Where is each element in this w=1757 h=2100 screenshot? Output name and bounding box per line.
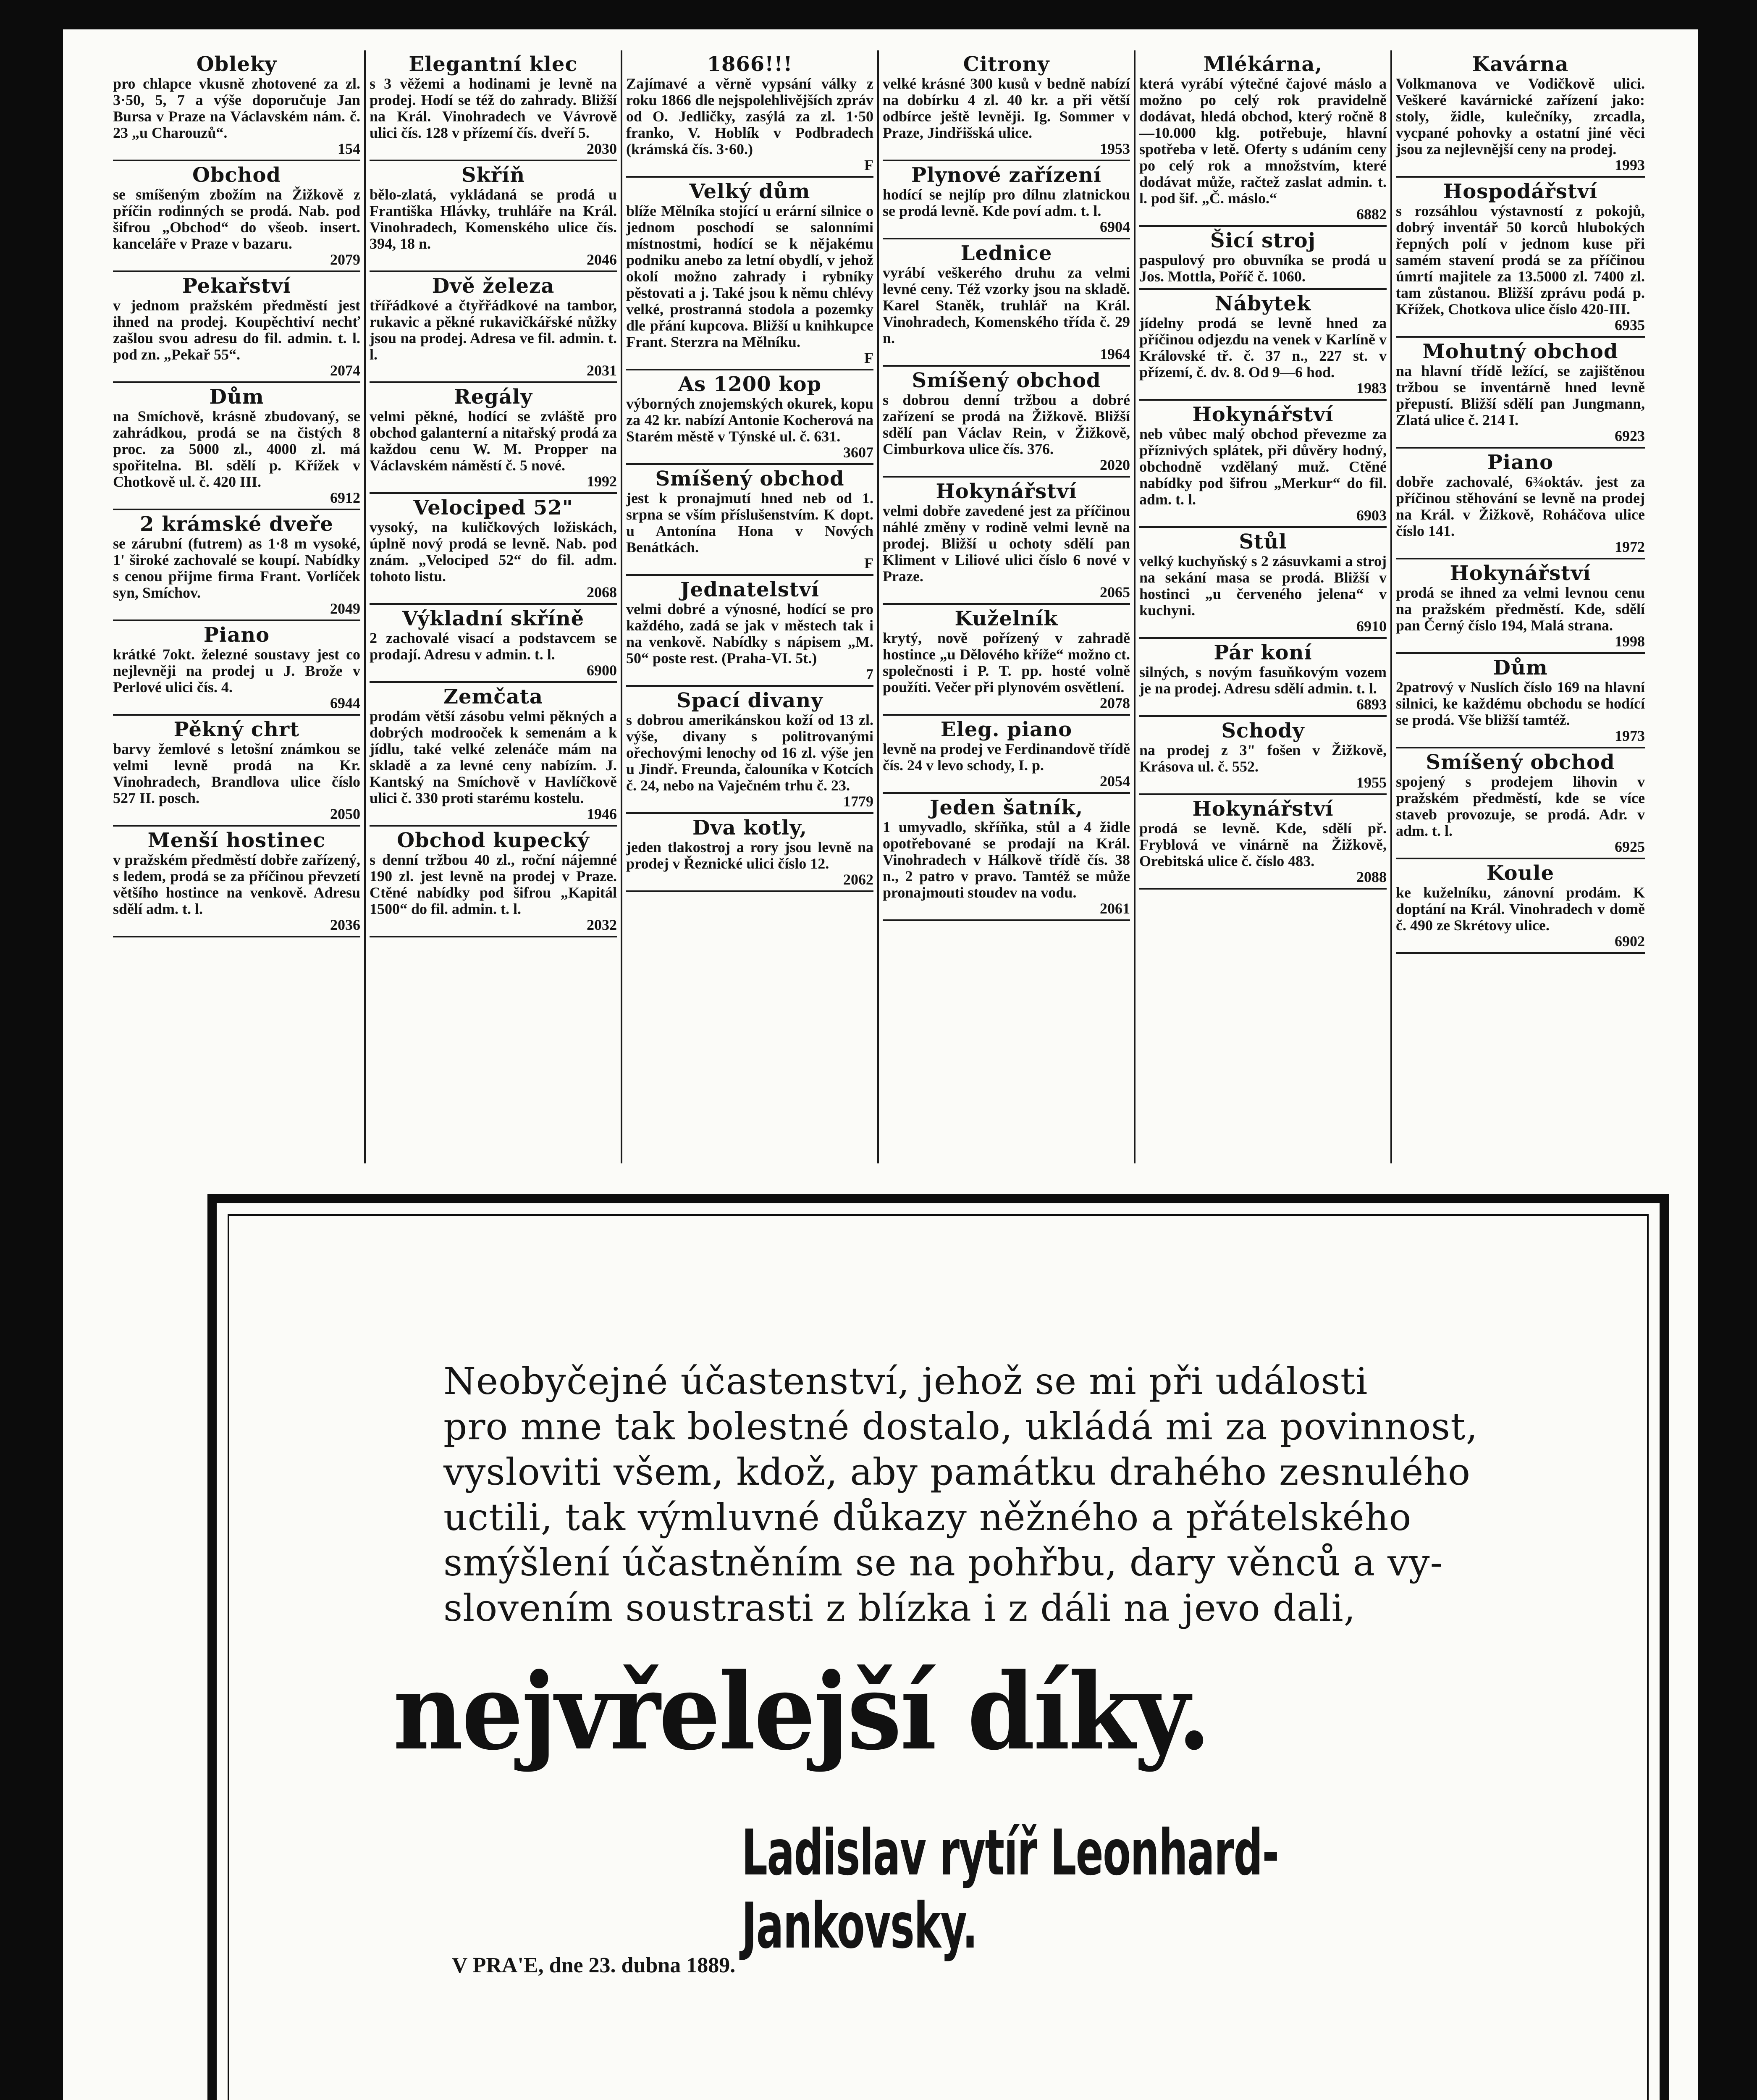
ad-title: Obchod — [192, 163, 281, 187]
ad-title: Spací divany — [676, 689, 823, 712]
classified-ad — [113, 272, 360, 383]
ad-number: 6935 — [1615, 317, 1645, 333]
ad-number: F — [864, 555, 873, 572]
ad-title: Piano — [1487, 451, 1554, 474]
notice-line: smýšlení účastněním se na pohřbu, dary věnců a vy- — [443, 1541, 1443, 1584]
ad-body: pro chlapce vkusně zhotovené za zl. 3·50, 5, 7 a výše doporučuje Jan Bursa v Praze na Václavském nám. č. 23 „u Charouzů“. — [113, 75, 360, 141]
classified-ad — [883, 716, 1130, 794]
ad-title: Pár koní — [1214, 641, 1312, 664]
classified-ad — [1139, 795, 1387, 890]
ad-number: 1779 — [843, 793, 873, 810]
ad-title: Kuželník — [955, 607, 1058, 630]
ad-body: velmi pěkné, hodící se zvláště pro obchod galanterní a nitařský prodá za každou cenu W. M. Propper na Václavském náměstí č. 5 nové. — [370, 408, 617, 474]
ad-body: s dobrou denní tržbou a dobré zařízení se prodá na Žižkově. Bližší sdělí pan Václav Rein, v Žižkově, Cimburkova ulice čís. 376. — [883, 391, 1130, 457]
ad-number: 2032 — [587, 916, 617, 933]
ad-body: bělo-zlatá, vykládaná se prodá u Františka Hlávky, truhláře na Král. Vinohradech, Komenského ulice čís. 394, 18 n. — [370, 186, 617, 252]
ad-body: s rozsáhlou výstavností z pokojů, dobrý inventář 50 korců hlubokých řepných polí v jednom kuse při samém stavení prodá se za příčinou úmrtí majitele za 13.5000 zl. 7400 zl. tam zůstanou. Bližší zprávu podá p. Křížek, Chotkova ulice číslo 420-III. — [1396, 202, 1645, 318]
scan-border-top — [0, 0, 1757, 29]
ad-body: v jednom pražském předměstí jest ihned na prodej. Koupěchtiví nechť zašlou svou adresu do fil. admin. t. l. pod zn. „Pekař 55“. — [113, 297, 360, 363]
classified-ad — [883, 239, 1130, 367]
ad-title: Menší hostinec — [147, 829, 326, 852]
classified-ad — [1139, 50, 1387, 227]
ad-body: se smíšeným zbožím na Žižkově z příčin rodinných se prodá. Nab. pod šifrou „Obchod“ do všeob. insert. kanceláře v Praze v bazaru. — [113, 186, 360, 252]
ad-number: 7 — [866, 666, 873, 682]
notice-signature: Ladislav rytíř Leonhard-Jankovsky. — [742, 1816, 1279, 1963]
classified-ad — [1396, 559, 1645, 654]
ad-number: 6903 — [1356, 507, 1387, 524]
classified-ad — [370, 272, 617, 383]
ad-body: velmi dobře zavedené jest za příčinou náhlé změny v rodině velmi levně na prodej. Bližší u ochoty sdělí pan Kliment v Liliové ulici číslo 6 nové v Praze. — [883, 502, 1130, 585]
ad-body: třířádkové a čtyřřádkové na tambor, rukavic a pěkné rukavičkářské nůžky jsou na prodej. Adresa ve fil. admin. t. l. — [370, 297, 617, 363]
classified-ad — [1396, 50, 1645, 178]
ads-column-1 — [109, 50, 366, 1163]
ad-title: As 1200 kop — [678, 373, 822, 396]
classified-ad — [1139, 401, 1387, 528]
ad-number: 2049 — [330, 600, 360, 617]
ad-title: Schody — [1221, 719, 1305, 743]
ad-number: 154 — [338, 140, 360, 157]
ad-title: Smíšený obchod — [655, 467, 844, 491]
classified-ad — [370, 683, 617, 827]
ad-body: 1 umyvadlo, skříňka, stůl a 4 židle opotřebované se prodají na Král. Vinohradech v Hálkově třídě čís. 38 n., 2 patro v pravo. Tamtéž se může pronajmouti stoudev na vodu. — [883, 819, 1130, 901]
ad-body: jídelny prodá se levně hned za příčinou odjezdu na venek v Karlíně v Královské tř. č. 37 n., 227 st. v přízemí, č. dv. 8. Od 9—6 hod. — [1139, 315, 1387, 381]
ad-body: paspulový pro obuvníka se prodá u Jos. Mottla, Poříč č. 1060. — [1139, 252, 1387, 285]
ad-number: 1946 — [587, 806, 617, 822]
ad-title: Šicí stroj — [1210, 229, 1316, 252]
classified-ad — [1396, 654, 1645, 748]
ad-number: 6900 — [587, 662, 617, 679]
ad-title: Dva kotly, — [692, 816, 807, 840]
ad-number: 3607 — [843, 444, 873, 461]
classified-ad — [370, 161, 617, 272]
ad-title: Dům — [209, 385, 264, 409]
ad-body: s dobrou amerikánskou koží od 13 zl. výše, divany s politrovanými ořechovými lenochy od 16 zl. výše jen u Jindř. Freunda, čalouníka v Kotcích č. 24, nebo na Vaječném trhu č. 23. — [626, 711, 873, 794]
ad-title: Pěkný chrt — [173, 718, 300, 741]
classified-ad — [626, 687, 873, 814]
ad-title: Hokynářství — [936, 480, 1077, 503]
notice-line: slovením soustrasti z blízka i z dáli na jevo dali, — [443, 1586, 1356, 1630]
ad-title: Velký dům — [689, 180, 810, 203]
ad-title: Dům — [1493, 656, 1548, 680]
classified-ad — [113, 161, 360, 272]
ad-number: 1992 — [587, 473, 617, 490]
ad-title: Mlékárna, — [1203, 52, 1323, 76]
ad-title: Citrony — [963, 52, 1050, 76]
ad-body: 2 zachovalé visací a podstavcem se prodají. Adresu v admin. t. l. — [370, 630, 617, 663]
ad-number: 2079 — [330, 251, 360, 268]
ad-title: Pekařství — [182, 274, 291, 298]
ad-title: Koule — [1486, 861, 1555, 885]
ad-body: blíže Mělníka stojící u erární silnice o jednom poschodí se salonními místnostmi, hodící se k nějakému podniku anebo za letní obydlí, v jehož okolí možno zahrady i rybníky pěstovati a j. Také jsou k němu chlévy velké, prostranná stodola a pozemky dle přání kupcova. Bližší u knihkupce Frant. Sterzra na Mělníku. — [626, 202, 873, 350]
ad-title: 1866!!! — [707, 52, 793, 76]
ad-body: velké krásné 300 kusů v bedně nabízí na dobírku 4 zl. 40 kr. a při větší odbírce ještě levněji. Ig. Sommer v Praze, Jindřišská ulice. — [883, 75, 1130, 141]
ad-body: výborných znojemských okurek, kopu za 42 kr. nabízí Antonie Kocherová na Starém městě v Týnské ul. č. 631. — [626, 395, 873, 445]
ad-number: 6882 — [1356, 206, 1387, 223]
ad-number: 2068 — [587, 584, 617, 601]
ad-number: 1983 — [1356, 380, 1387, 396]
ad-title: Jeden šatník, — [929, 796, 1083, 819]
ad-number: 2020 — [1100, 457, 1130, 473]
ad-body: spojený s prodejem lihovin v pražském předměstí, kde se více staveb provozuje, se prodá. Adr. v adm. t. l. — [1396, 773, 1645, 839]
ad-number: 1953 — [1100, 140, 1130, 157]
ad-body: krytý, nově pořízený v zahradě hostince „u Dělového kříže“ možno ct. společnosti i P. T. pp. hosté volně použíti. Večer při plynovém osvětlení. — [883, 630, 1130, 696]
classified-ad — [883, 367, 1130, 478]
ads-column-2 — [366, 50, 622, 1163]
ad-body: prodám větší zásobu velmi pěkných a dobrých modrooček k semenám a k jídlu, také velké zelenáče mám na skladě a za levné ceny nabízím. J. Kantský na Smíchově v Havlíčkově ulici č. 330 proti starému kostelu. — [370, 708, 617, 806]
ad-title: Jednatelství — [680, 578, 820, 601]
ad-number: 6904 — [1100, 218, 1130, 235]
ad-title: Plynové zařízení — [911, 163, 1102, 187]
ad-number: 1964 — [1100, 346, 1130, 362]
classified-ad — [113, 383, 360, 510]
ad-title: Kavárna — [1472, 52, 1569, 76]
notice-line: uctili, tak výmluvné důkazy něžného a přátelského — [443, 1496, 1412, 1539]
classified-ad — [113, 621, 360, 716]
ad-title: Mohutný obchod — [1422, 340, 1618, 363]
ad-number: 1998 — [1615, 633, 1645, 650]
ad-body: na prodej z 3" fošen v Žižkově, Krásova ul. č. 552. — [1139, 742, 1387, 775]
ad-title: Dvě železa — [432, 274, 555, 298]
classified-ad — [626, 178, 873, 370]
ad-number: 2074 — [330, 362, 360, 379]
classified-ad — [113, 827, 360, 937]
ad-number: 2078 — [1100, 695, 1130, 711]
classified-ads — [109, 50, 1680, 1163]
classified-ad — [370, 605, 617, 683]
ad-body: dobře zachovalé, 6¾oktáv. jest za příčinou stěhování se levně na prodej na Král. v Žižkově, Roháčova ulice číslo 141. — [1396, 473, 1645, 539]
ad-body: neb vůbec malý obchod převezme za příznivých splátek, při důvěry hodný, obchodně vzdělaný muž. Ctěné nabídky pod šifrou „Merkur“ do fil. adm. t. l. — [1139, 425, 1387, 508]
ad-number: 6893 — [1356, 696, 1387, 713]
classified-ad — [883, 605, 1130, 716]
ad-body: vysoký, na kuličkových ložiskách, úplně nový prodá se levně. Nab. pod znám. „Velociped 52“ do fil. adm. tohoto listu. — [370, 519, 617, 585]
ad-title: Stůl — [1239, 530, 1287, 554]
classified-ad — [626, 576, 873, 687]
ad-number: 2046 — [587, 251, 617, 268]
ad-title: Hokynářství — [1192, 403, 1334, 426]
classified-ad — [113, 50, 360, 161]
ad-body: Zajímavé a věrně vypsání války z roku 1866 dle nejspolehlivějších zpráv od O. Jedličky, zasýlá za zl. 1·50 franko, V. Hoblík v Podbradech (krámská čís. 3·60.) — [626, 75, 873, 158]
ad-number: 2061 — [1100, 900, 1130, 917]
ad-title: Lednice — [960, 242, 1052, 265]
ad-number: 2050 — [330, 806, 360, 822]
scan-border-left — [0, 0, 63, 2100]
classified-ad — [1396, 338, 1645, 449]
ad-body: velmi dobré a výnosné, hodící se pro každého, zadá se jak v městech tak i na venkově. Nabídky s nápisem „M. 50“ poste rest. (Praha-VI. 5t.) — [626, 601, 873, 667]
classified-ad — [883, 794, 1130, 921]
ad-number: F — [864, 349, 873, 366]
ad-number: 2088 — [1356, 869, 1387, 885]
ad-body: se zárubní (futrem) as 1·8 m vysoké, 1' široké zachovalé se koupí. Nabídky s cenou přijme firma Frant. Vorlíček syn, Smíchov. — [113, 535, 360, 601]
ad-body: na Smíchově, krásně zbudovaný, se zahrádkou, prodá se na čistých 8 proc. za 5000 zl., 4000 zl. má spořitelna. Bl. sdělí p. Křížek v Chotkově ul. č. 420 III. — [113, 408, 360, 490]
ad-title: Hokynářství — [1450, 562, 1591, 585]
ad-title: Smíšený obchod — [912, 369, 1101, 392]
ad-body: velký kuchyňský s 2 zásuvkami a stroj na sekání masa se prodá. Bližší v hostinci „u červeného jelena“ v kuchyni. — [1139, 553, 1387, 619]
ad-title: Velociped 52" — [413, 496, 573, 520]
ad-number: 6912 — [330, 489, 360, 506]
ad-number: 1973 — [1615, 727, 1645, 744]
notice-line: vysloviti všem, kdož, aby památku drahého zesnulého — [443, 1450, 1471, 1494]
notice-headline: nejvřelejší díky. — [393, 1650, 1210, 1773]
mourning-notice — [207, 1194, 1669, 2100]
ad-number: 2031 — [587, 362, 617, 379]
ad-body: jeden tlakostroj a rory jsou levně na prodej v Řeznické ulici číslo 12. — [626, 839, 873, 872]
classified-ad — [1139, 639, 1387, 717]
ad-title: Obchod kupecký — [397, 829, 590, 852]
ad-body: 2patrový v Nuslích číslo 169 na hlavní silnici, ke každému obchodu se hodící se prodá. Vše bližší tamtéž. — [1396, 679, 1645, 728]
ad-body: hodící se nejlíp pro dílnu zlatnickou se prodá levně. Kde poví adm. t. l. — [883, 186, 1130, 219]
ad-title: Hospodářství — [1443, 180, 1598, 203]
ad-number: 2062 — [843, 871, 873, 888]
notice-line: Neobyčejné účastenství, jehož se mi při události — [443, 1360, 1368, 1403]
ad-body: silných, s novým fasuňkovým vozem je na prodej. Adresu sdělí admin. t. l. — [1139, 664, 1387, 697]
classified-ad — [626, 370, 873, 465]
ad-title: Piano — [203, 623, 270, 647]
ad-body: vyrábí veškerého druhu za velmi levné ceny. Též vzorky jsou na skladě. Karel Staněk, truhlář na Král. Vinohradech, Komenského třída č. 29 n. — [883, 264, 1130, 346]
ad-number: 6925 — [1615, 838, 1645, 855]
classified-ad — [1396, 178, 1645, 338]
classified-ad — [1139, 717, 1387, 795]
ad-body: s denní tržbou 40 zl., roční nájemné 190 zl. jest levně na prodej v Praze. Ctěné nabídky pod šifrou „Kapitál 1500“ do fil. admin. t. l. — [370, 851, 617, 917]
ad-body: ke kuželníku, zánovní prodám. K doptání na Král. Vinohradech v domě č. 490 ze Skrétovy ulice. — [1396, 884, 1645, 934]
ad-title: 2 krámské dveře — [140, 512, 333, 536]
ad-number: 2036 — [330, 916, 360, 933]
classified-ad — [1139, 227, 1387, 290]
ad-body: v pražském předměstí dobře zařízený, s ledem, prodá se za příčinou převzetí většího hostince na venkově. Adresu sdělí adm. t. l. — [113, 851, 360, 917]
ads-column-5 — [1135, 50, 1392, 1163]
ad-body: na hlavní třídě ležící, se zajištěnou tržbou se inventárně hned levně přepustí. Bližší sdělí pan Jungmann, Zlatá ulice č. 214 I. — [1396, 362, 1645, 428]
ad-title: Regály — [454, 385, 533, 409]
ad-number: 2030 — [587, 140, 617, 157]
ad-body: levně na prodej ve Ferdinandově třídě čís. 24 v levo schody, I. p. — [883, 740, 1130, 774]
classified-ad — [883, 50, 1130, 161]
ad-title: Elegantní klec — [409, 52, 578, 76]
ad-body: krátké 7okt. železné soustavy jest co nejlevněji na prodej u J. Brože v Perlové ulici čís. 4. — [113, 646, 360, 696]
ad-number: 6923 — [1615, 428, 1645, 444]
notice-line: pro mne tak bolestné dostalo, ukládá mi za povinnost, — [443, 1405, 1478, 1448]
ad-body: barvy žemlové s letošní známkou se velmi levně prodá na Kr. Vinohradech, Brandlova ulice číslo 527 II. posch. — [113, 740, 360, 806]
notice-dateline: V PRA'E, dne 23. dubna 1889. — [452, 1953, 736, 1977]
ad-number: 1972 — [1615, 538, 1645, 555]
ad-number: 2065 — [1100, 584, 1130, 601]
classified-ad — [113, 716, 360, 827]
classified-ad — [370, 827, 617, 937]
ad-body: s 3 věžemi a hodinami je levně na prodej. Hodí se též do zahrady. Bližší na Král. Vinohradech ve Vávrově ulici čís. 128 v přízemí čís. dveří 5. — [370, 75, 617, 141]
classified-ad — [1139, 290, 1387, 401]
ad-number: 6902 — [1615, 933, 1645, 950]
classified-ad — [1139, 528, 1387, 639]
classified-ad — [113, 510, 360, 621]
ad-title: Zemčata — [443, 685, 543, 709]
scan-border-right — [1698, 0, 1757, 2100]
ads-column-3 — [622, 50, 879, 1163]
ad-title: Obleky — [196, 52, 277, 76]
ads-column-6 — [1392, 50, 1649, 1163]
ad-body: jest k pronajmutí hned neb od 1. srpna se vším příslušenstvím. K dopt. u Antonína Hona v Nových Benátkách. — [626, 490, 873, 556]
ad-title: Výkladní skříně — [402, 607, 585, 630]
ad-title: Nábytek — [1214, 292, 1311, 315]
ad-number: F — [864, 157, 873, 173]
classified-ad — [370, 383, 617, 494]
classified-ad — [883, 161, 1130, 239]
classified-ad — [1396, 449, 1645, 559]
ad-number: 1993 — [1615, 157, 1645, 173]
ads-column-4 — [879, 50, 1135, 1163]
classified-ad — [626, 50, 873, 178]
ad-body: která vyrábí výtečné čajové máslo a možno po celý rok pravidelně dodávat, hledá obchod, který ročně 8—10.000 klg. potřebuje, hlavní spotřeba v letě. Oferty s udáním ceny po celý rok a množstvím, které dodávat může, račtež zaslat admin. t. l. pod šif. „Č. máslo.“ — [1139, 75, 1387, 207]
ad-number: 6944 — [330, 695, 360, 711]
ad-body: prodá se levně. Kde, sdělí př. Fryblová ve vinárně na Žižkově, Orebitská ulice č. číslo 483. — [1139, 820, 1387, 869]
classified-ad — [370, 50, 617, 161]
ad-number: 6910 — [1356, 618, 1387, 635]
ad-body: Volkmanova ve Vodičkově ulici. Veškeré kavárnické zařízení jako: stoly, židle, kulečníky, zrcadla, vycpané pohovky a ostatní jiné věci jsou za nejlevnější ceny na prodej. — [1396, 75, 1645, 158]
ad-title: Skříň — [461, 163, 525, 187]
ad-title: Hokynářství — [1192, 797, 1334, 821]
ad-number: 2054 — [1100, 773, 1130, 790]
classified-ad — [370, 494, 617, 605]
classified-ad — [1396, 748, 1645, 859]
classified-ad — [883, 478, 1130, 605]
notice-body — [443, 1359, 1518, 1631]
classified-ad — [626, 814, 873, 892]
ad-body: prodá se ihned za velmi levnou cenu na pražském předměstí. Kde, sdělí pan Černý číslo 194, Malá strana. — [1396, 584, 1645, 634]
classified-ad — [626, 465, 873, 576]
ad-title: Eleg. piano — [940, 718, 1073, 741]
ad-number: 1955 — [1356, 774, 1387, 791]
classified-ad — [1396, 859, 1645, 954]
ad-title: Smíšený obchod — [1426, 751, 1615, 774]
